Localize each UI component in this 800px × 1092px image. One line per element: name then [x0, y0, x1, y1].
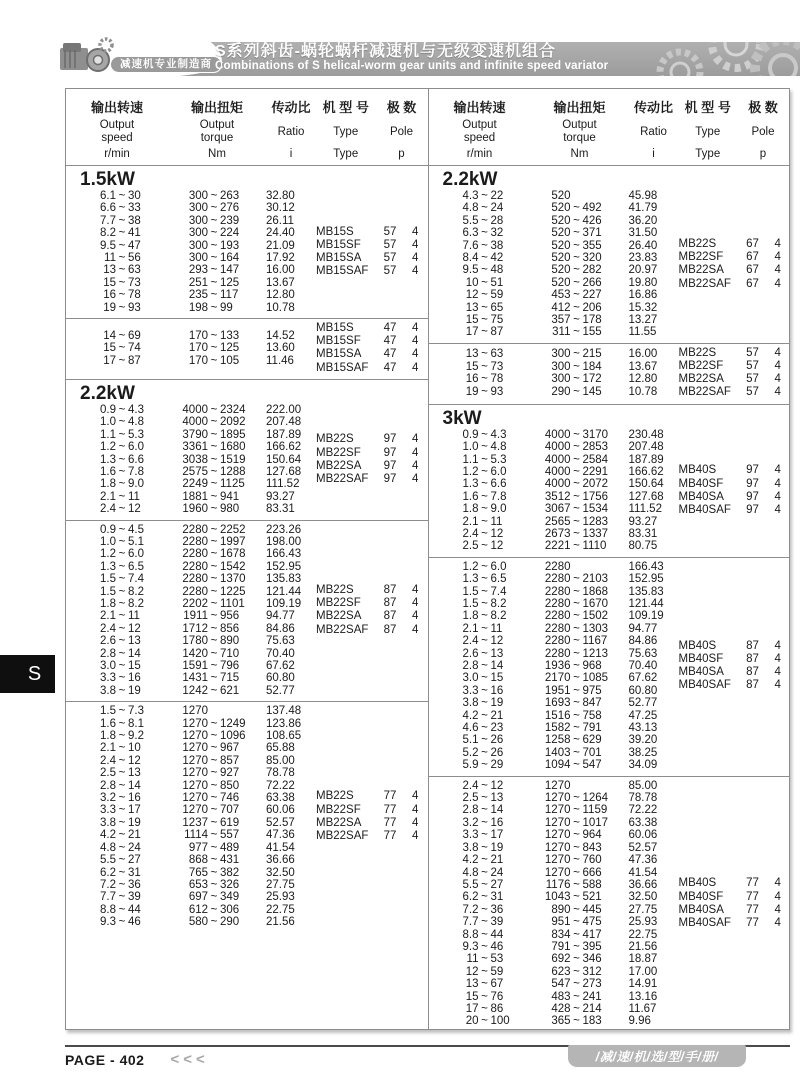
power-section-title: 2.2kW — [442, 169, 498, 190]
data-row: 3.8 ~ 19 1242 ~ 621 52.77 — [100, 684, 295, 697]
data-row: 1.6 ~ 7.8 2575 ~ 1288 127.68 — [100, 465, 302, 478]
data-row: 2.5 ~ 13 1270 ~ 927 78.78 — [100, 767, 295, 780]
data-row: 7.2 ~ 36 653 ~ 326 27.75 — [100, 878, 295, 891]
pole-header-unit: p — [759, 148, 767, 160]
type-entry: MB40SF 77 4 — [678, 890, 781, 903]
data-row: 15 ~ 75 357 ~ 178 13.27 — [465, 314, 658, 327]
data-row: 1.0 ~ 4.8 4000 ~ 2092 207.48 — [100, 416, 302, 429]
type-entry: MB40SA 77 4 — [678, 903, 781, 916]
data-row: 5.9 ~ 29 1094 ~ 547 34.09 — [462, 759, 658, 772]
data-row: 4.6 ~ 23 1582 ~ 791 43.13 — [462, 722, 658, 735]
header-col-torque — [168, 97, 266, 160]
data-row: 8.8 ~ 44 834 ~ 417 22.75 — [462, 928, 658, 941]
type-entry: MB40SAF 97 4 — [678, 503, 781, 516]
type-entry: MB15SF 57 4 — [316, 238, 419, 251]
data-row: 6.6 ~ 33 300 ~ 276 30.12 — [100, 202, 295, 215]
data-row: 4.3 ~ 22 520 45.98 — [462, 190, 658, 202]
pole-header-cn: 极 数 — [748, 100, 778, 115]
data-row: 0.9 ~ 4.5 2280 ~ 2252 223.26 — [100, 523, 302, 536]
data-row: 1.0 ~ 5.1 2280 ~ 1997 198.00 — [100, 535, 302, 548]
handbook-badge: /减/速/机/选/型/手/册/ — [568, 1045, 746, 1067]
data-row: 1.5 ~ 7.4 2280 ~ 1370 135.83 — [100, 573, 302, 586]
type-list — [679, 238, 791, 291]
type-list — [316, 584, 428, 637]
speed-header-cn: 输出转速 — [453, 100, 506, 115]
speed-header-unit: r/min — [466, 148, 493, 160]
gear-reducer-logo-icon — [58, 36, 116, 74]
data-row: 16 ~ 78 235 ~ 117 12.80 — [103, 289, 295, 302]
data-row: 17 ~ 86 428 ~ 214 11.67 — [465, 1002, 657, 1015]
data-block — [66, 318, 428, 379]
type-list — [679, 464, 791, 517]
products-table — [65, 88, 790, 1030]
ratio-header-cn: 传动比 — [271, 100, 311, 115]
data-row: 1.8 ~ 9.0 3067 ~ 1534 111.52 — [462, 503, 662, 516]
data-row: 7.6 ~ 38 520 ~ 355 26.40 — [462, 239, 658, 252]
type-list — [679, 877, 791, 930]
data-row: 15 ~ 76 483 ~ 241 13.16 — [465, 990, 658, 1003]
data-row: 4.8 ~ 24 977 ~ 489 41.54 — [100, 841, 295, 854]
column-header — [429, 89, 790, 166]
type-header-cn: 机 型 号 — [684, 100, 731, 115]
pole-header-en: Pole — [751, 125, 775, 138]
type-entry: MB15S 47 4 — [316, 322, 419, 335]
type-entry: MB40S 77 4 — [678, 877, 781, 890]
type-entry: MB40SF 97 4 — [678, 477, 781, 490]
page-title-en: Combinations of S helical-worm gear units and infinite speed variator — [215, 60, 609, 72]
data-row: 13 ~ 63 300 ~ 215 16.00 — [465, 348, 658, 361]
data-row: 3.2 ~ 16 1270 ~ 746 63.38 — [100, 792, 295, 805]
data-row: 7.7 ~ 39 697 ~ 349 25.93 — [100, 891, 295, 904]
type-entry: MB22SA 87 4 — [316, 610, 419, 623]
data-row: 2.1 ~ 11 1911 ~ 956 94.77 — [100, 610, 295, 623]
speed-header-unit: r/min — [104, 148, 130, 160]
type-header-en: Type — [333, 125, 359, 138]
data-row: 15 ~ 73 251 ~ 125 13.67 — [103, 276, 295, 289]
data-row: 1.2 ~ 6.0 4000 ~ 2291 166.62 — [462, 465, 664, 478]
data-row: 3.8 ~ 19 1237 ~ 619 52.57 — [100, 816, 295, 829]
type-entry: MB22S 87 4 — [316, 583, 419, 596]
data-block — [66, 701, 428, 932]
data-row: 2.6 ~ 13 1780 ~ 890 75.63 — [100, 635, 295, 648]
ratio-header-en: Ratio — [640, 125, 667, 138]
type-header-cn: 机 型 号 — [322, 100, 369, 115]
back-arrows-icon: <<< — [170, 1051, 209, 1068]
header-col-pole — [376, 97, 428, 160]
type-list — [316, 433, 428, 486]
pole-header-cn: 极 数 — [386, 100, 417, 115]
data-row: 1.5 ~ 8.2 2280 ~ 1225 121.44 — [100, 585, 302, 598]
speed-header-en: Output speed — [99, 119, 135, 144]
data-block — [66, 379, 428, 520]
data-row: 1.0 ~ 4.8 4000 ~ 2853 207.48 — [462, 441, 664, 454]
type-entry: MB22SA 97 4 — [316, 459, 419, 472]
data-row: 2.1 ~ 11 2565 ~ 1283 93.27 — [462, 515, 658, 528]
data-row: 20 ~ 100 365 ~ 183 9.96 — [465, 1015, 651, 1028]
data-row: 1.8 ~ 8.2 2280 ~ 1502 109.19 — [462, 610, 664, 623]
data-row: 1.6 ~ 7.8 3512 ~ 1756 127.68 — [462, 490, 664, 503]
data-row: 4.8 ~ 24 520 ~ 492 41.79 — [462, 202, 658, 215]
data-row: 8.2 ~ 41 300 ~ 224 24.40 — [100, 227, 295, 240]
torque-header-cn: 输出扭矩 — [190, 100, 243, 115]
pole-header-unit: p — [398, 148, 405, 160]
type-entry: MB15SAF 47 4 — [316, 361, 419, 374]
data-row: 7.7 ~ 39 951 ~ 475 25.93 — [462, 916, 658, 929]
data-row: 2.5 ~ 13 1270 ~ 1264 78.78 — [462, 792, 658, 805]
data-row: 2.6 ~ 13 2280 ~ 1213 75.63 — [462, 647, 658, 660]
data-row: 3.8 ~ 19 1693 ~ 847 52.77 — [462, 697, 658, 710]
type-list — [316, 226, 428, 279]
type-entry: MB40S 87 4 — [678, 639, 781, 652]
pole-header-en: Pole — [389, 125, 414, 138]
data-row: 13 ~ 67 547 ~ 273 14.91 — [465, 978, 658, 991]
data-row: 3.0 ~ 15 1591 ~ 796 67.62 — [100, 660, 295, 672]
data-row: 2.1 ~ 11 2280 ~ 1303 94.77 — [462, 622, 658, 635]
type-entry: MB40SAF 77 4 — [678, 916, 781, 929]
data-row: 1.3 ~ 6.5 2280 ~ 2103 152.95 — [462, 573, 664, 586]
header-col-pole — [737, 97, 789, 160]
data-block — [66, 520, 428, 702]
data-block — [429, 166, 790, 343]
type-entry: MB22SAF 67 4 — [678, 277, 781, 290]
type-entry: MB40S 97 4 — [678, 464, 781, 477]
header-col-speed — [66, 97, 168, 160]
type-header-unit: Type — [333, 148, 359, 160]
data-row: 7.7 ~ 38 300 ~ 239 26.11 — [100, 214, 294, 227]
data-row: 2.8 ~ 14 1270 ~ 1159 72.22 — [462, 804, 658, 817]
data-row: 1.8 ~ 9.2 1270 ~ 1096 108.65 — [100, 730, 302, 743]
ratio-header-cn: 传动比 — [633, 100, 673, 115]
data-row: 1.3 ~ 6.5 2280 ~ 1542 152.95 — [100, 560, 302, 573]
data-row: 1.2 ~ 6.0 3361 ~ 1680 166.62 — [100, 441, 302, 454]
data-row: 4.2 ~ 21 1114 ~ 557 47.36 — [100, 829, 295, 842]
data-block — [429, 404, 790, 557]
data-row: 3.3 ~ 17 1270 ~ 964 60.06 — [462, 829, 658, 842]
data-row: 15 ~ 74 170 ~ 125 13.60 — [103, 342, 295, 355]
data-row: 7.2 ~ 36 890 ~ 445 27.75 — [462, 903, 658, 916]
type-list — [679, 347, 791, 400]
page-footer — [65, 1045, 790, 1068]
type-entry: MB15SA 57 4 — [316, 252, 419, 265]
data-row: 17 ~ 87 311 ~ 155 11.55 — [465, 326, 657, 339]
section-tab-s: S — [0, 655, 55, 693]
type-entry: MB22S 67 4 — [678, 238, 781, 251]
type-entry: MB15SF 47 4 — [316, 335, 419, 348]
data-row: 15 ~ 73 300 ~ 184 13.67 — [465, 360, 658, 373]
type-entry: MB15SAF 57 4 — [316, 265, 419, 278]
type-entry: MB22SAF 87 4 — [316, 623, 419, 636]
type-list — [316, 790, 428, 843]
type-entry: MB40SA 87 4 — [678, 666, 781, 679]
data-row: 12 ~ 59 623 ~ 312 17.00 — [465, 965, 658, 978]
torque-header-cn: 输出扭矩 — [553, 100, 606, 115]
data-row: 13 ~ 65 412 ~ 206 15.32 — [465, 301, 658, 314]
header-col-torque — [531, 97, 629, 160]
type-entry: MB22SAF 57 4 — [678, 386, 781, 399]
data-row: 14 ~ 69 170 ~ 133 14.52 — [103, 329, 295, 342]
data-row: 2.8 ~ 14 1270 ~ 850 72.22 — [100, 779, 295, 792]
data-row: 8.4 ~ 42 520 ~ 320 23.83 — [462, 252, 658, 265]
page-title-cn: S系列斜齿-蜗轮蜗杆减速机与无级变速机组合 — [215, 43, 557, 60]
data-row: 2.4 ~ 12 1960 ~ 980 83.31 — [100, 503, 295, 516]
header-col-type — [316, 97, 376, 160]
data-row: 3.3 ~ 17 1270 ~ 707 60.06 — [100, 804, 295, 817]
type-entry: MB40SAF 87 4 — [678, 679, 781, 692]
type-header-unit: Type — [695, 148, 721, 160]
data-row: 5.5 ~ 27 868 ~ 431 36.66 — [100, 854, 295, 867]
ratio-header-unit: i — [289, 148, 293, 160]
data-row: 4.2 ~ 21 1270 ~ 760 47.36 — [462, 854, 658, 867]
data-row: 5.2 ~ 26 1403 ~ 701 38.25 — [462, 746, 658, 759]
data-row: 19 ~ 93 290 ~ 145 10.78 — [465, 385, 658, 398]
data-row: 2.5 ~ 12 2221 ~ 1110 80.75 — [462, 540, 658, 553]
type-header-en: Type — [695, 125, 721, 138]
data-row: 3.3 ~ 16 1431 ~ 715 60.80 — [100, 672, 295, 685]
data-row: 6.1 ~ 30 300 ~ 263 32.80 — [100, 190, 295, 202]
data-row: 1.6 ~ 8.1 1270 ~ 1249 123.86 — [100, 717, 302, 730]
left-column-body — [66, 166, 428, 1029]
column-header — [66, 89, 428, 166]
data-row: 3.3 ~ 16 1951 ~ 975 60.80 — [462, 684, 658, 697]
ratio-header-unit: i — [652, 148, 655, 160]
data-row: 1.5 ~ 7.3 1270 137.48 — [100, 705, 302, 718]
torque-header-en: Output torque — [562, 119, 597, 144]
data-row: 4.8 ~ 24 1270 ~ 666 41.54 — [462, 866, 658, 879]
type-entry: MB22S 77 4 — [316, 790, 419, 803]
torque-header-unit: Nm — [570, 148, 589, 160]
data-row: 2.4 ~ 12 1270 85.00 — [462, 779, 658, 792]
data-row: 1.3 ~ 6.6 4000 ~ 2072 150.64 — [462, 478, 664, 491]
type-entry: MB22S 97 4 — [316, 433, 419, 446]
data-row: 1.5 ~ 8.2 2280 ~ 1670 121.44 — [462, 597, 664, 610]
type-entry: MB22SA 67 4 — [678, 264, 781, 277]
data-row: 1.8 ~ 9.0 2249 ~ 1125 111.52 — [100, 478, 300, 491]
power-section-title: 3kW — [442, 407, 482, 429]
data-row: 13 ~ 63 293 ~ 147 16.00 — [103, 264, 295, 277]
type-list — [679, 640, 791, 693]
type-entry: MB22SAF 97 4 — [316, 472, 419, 485]
data-row: 0.9 ~ 4.3 4000 ~ 2324 222.00 — [100, 403, 302, 416]
data-row: 2.8 ~ 14 1936 ~ 968 70.40 — [462, 660, 658, 672]
data-row: 3.8 ~ 19 1270 ~ 843 52.57 — [462, 841, 658, 854]
data-row: 17 ~ 87 170 ~ 105 11.46 — [103, 354, 294, 367]
header-col-ratio — [629, 97, 679, 160]
data-row: 6.2 ~ 31 1043 ~ 521 32.50 — [462, 891, 658, 904]
data-row: 2.1 ~ 10 1270 ~ 967 65.88 — [100, 742, 295, 755]
page-number: PAGE - 402 — [65, 1051, 145, 1068]
data-row: 16 ~ 78 300 ~ 172 12.80 — [465, 373, 658, 386]
type-entry: MB22SF 97 4 — [316, 446, 419, 459]
type-entry: MB15S 57 4 — [316, 225, 419, 238]
type-entry: MB22SF 77 4 — [316, 803, 419, 816]
header-col-ratio — [266, 97, 316, 160]
data-row: 1.2 ~ 6.0 2280 ~ 1678 166.43 — [100, 548, 302, 561]
type-entry: MB40SF 87 4 — [678, 653, 781, 665]
data-row: 1.1 ~ 5.3 4000 ~ 2584 187.89 — [462, 453, 664, 466]
data-row: 2.1 ~ 11 1881 ~ 941 93.27 — [100, 490, 295, 503]
data-row: 4.2 ~ 21 1516 ~ 758 47.25 — [462, 709, 658, 722]
type-list — [316, 322, 428, 375]
data-row: 1.1 ~ 5.3 3790 ~ 1895 187.89 — [100, 428, 302, 441]
data-row: 19 ~ 93 198 ~ 99 10.78 — [103, 301, 295, 314]
data-row: 5.5 ~ 28 520 ~ 426 36.20 — [462, 214, 658, 227]
ratio-header-en: Ratio — [277, 125, 305, 138]
data-row: 10 ~ 51 520 ~ 266 19.80 — [465, 276, 658, 289]
right-column-body — [429, 166, 790, 1030]
type-entry: MB22S 57 4 — [678, 346, 781, 359]
data-block — [429, 557, 790, 776]
data-block — [66, 166, 428, 318]
right-column — [428, 89, 790, 1029]
data-row: 2.4 ~ 12 1270 ~ 857 85.00 — [100, 754, 295, 767]
torque-header-unit: Nm — [208, 148, 226, 160]
left-column — [66, 89, 428, 1029]
data-row: 9.5 ~ 47 300 ~ 193 21.09 — [100, 239, 295, 252]
data-row: 8.8 ~ 44 612 ~ 306 22.75 — [100, 903, 295, 916]
data-row: 0.9 ~ 4.3 4000 ~ 3170 230.48 — [462, 428, 664, 441]
speed-header-en: Output speed — [462, 119, 497, 144]
data-row: 3.2 ~ 16 1270 ~ 1017 63.38 — [462, 816, 658, 829]
type-entry: MB15SA 47 4 — [316, 348, 419, 361]
data-row: 1.2 ~ 6.0 2280 166.43 — [462, 560, 664, 573]
power-section-title: 2.2kW — [80, 382, 135, 404]
header-col-type — [679, 97, 738, 160]
data-row: 1.5 ~ 7.4 2280 ~ 1868 135.83 — [462, 585, 664, 598]
data-block — [429, 776, 790, 1030]
header-col-speed — [429, 97, 531, 160]
type-entry: MB22SF 87 4 — [316, 597, 419, 610]
data-row: 9.3 ~ 46 791 ~ 395 21.56 — [462, 940, 658, 953]
type-entry: MB40SA 97 4 — [678, 490, 781, 503]
page-titles — [215, 43, 608, 73]
data-row: 6.3 ~ 32 520 ~ 371 31.50 — [462, 227, 658, 240]
data-row: 6.2 ~ 31 765 ~ 382 32.50 — [100, 866, 295, 879]
type-entry: MB22SAF 77 4 — [316, 830, 419, 843]
data-row: 9.3 ~ 46 580 ~ 290 21.56 — [100, 916, 295, 929]
type-entry: MB22SF 67 4 — [678, 251, 781, 264]
data-row: 2.4 ~ 12 2673 ~ 1337 83.31 — [462, 527, 658, 540]
data-row: 12 ~ 59 453 ~ 227 16.86 — [465, 289, 658, 302]
data-row: 2.4 ~ 12 1712 ~ 856 84.86 — [100, 622, 295, 635]
type-entry: MB22SA 77 4 — [316, 816, 419, 829]
data-row: 1.3 ~ 6.6 3038 ~ 1519 150.64 — [100, 453, 302, 466]
data-row: 1.8 ~ 8.2 2202 ~ 1101 109.19 — [100, 597, 302, 610]
data-row: 11 ~ 56 300 ~ 164 17.92 — [104, 252, 295, 265]
data-row: 5.1 ~ 26 1258 ~ 629 39.20 — [462, 734, 658, 747]
speed-header-cn: 输出转速 — [90, 100, 143, 115]
power-section-title: 1.5kW — [80, 169, 135, 190]
data-block — [429, 343, 790, 404]
data-row: 9.5 ~ 48 520 ~ 282 20.97 — [462, 264, 658, 277]
data-row: 3.0 ~ 15 2170 ~ 1085 67.62 — [462, 672, 658, 685]
data-row: 5.5 ~ 27 1176 ~ 588 36.66 — [462, 878, 658, 891]
data-row: 2.4 ~ 12 2280 ~ 1167 84.86 — [462, 635, 658, 648]
torque-header-en: Output torque — [199, 119, 235, 144]
type-entry: MB22SF 57 4 — [678, 360, 781, 373]
manufacturer-badge: 减速机专业制造商 — [110, 56, 222, 73]
type-entry: MB22SA 57 4 — [678, 373, 781, 386]
data-row: 2.8 ~ 14 1420 ~ 710 70.40 — [100, 647, 295, 660]
data-row: 11 ~ 53 692 ~ 346 18.87 — [466, 953, 658, 966]
